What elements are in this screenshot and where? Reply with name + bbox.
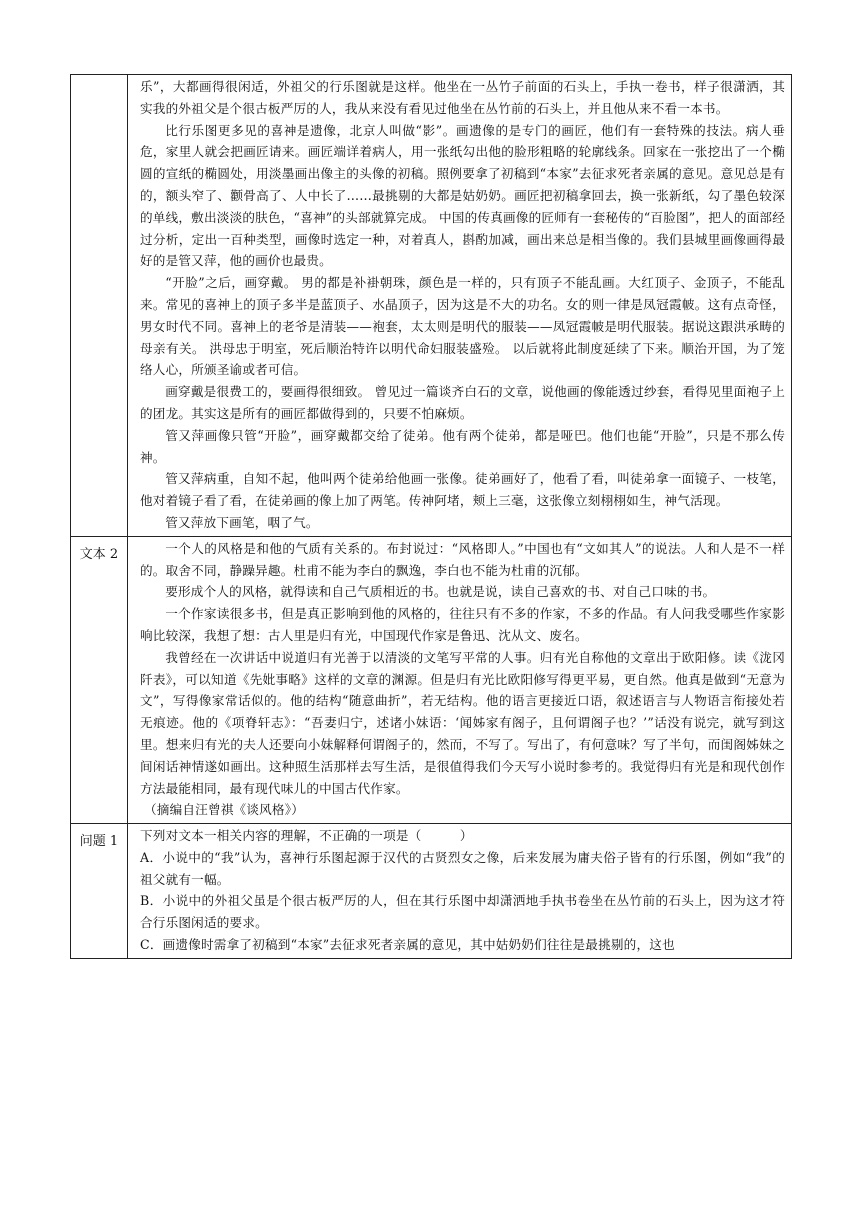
question1-cell [128, 824, 792, 959]
paragraph: 一个人的风格是和他的气质有关系的。布封说过：“风格即人。”中国也有“文如其人”的说法。人和人是不一样的。取舍不同，静躁异趣。杜甫不能为李白的飘逸，李白也不能为杜甫的沉郁。 [140, 540, 785, 578]
paragraph: 比行乐图更多见的喜神是遗像，北京人叫做“影”。画遗像的是专门的画匠，他们有一套特殊的技法。病人垂危，家里人就会把画匠请来。画匠端详着病人，用一张纸勾出他的脸形粗略的轮廓线条。回家在一张挖出了一个椭圆的宣纸的椭圆处，用淡墨画出像主的头像的初稿。照例要拿了初稿到“本家”去征求死者亲属的意见。意见总是有的，额头窄了、颧骨高了、人中长了……最挑剔的大都是姑奶奶。画匠把初稿拿回去，换一张新纸，勾了墨色较深的单线，敷出淡淡的肤色，“喜神”的头部就算完成。 中国的传真画像的匠师有一套秘传的“百脸图”，把人的面部经过分析，定出一百种类型，画像时选定一种，对着真人，斟酌加减，画出来总是相当像的。我们县城里画像画得最好的是管又萍，他的画价也最贵。 [140, 122, 785, 269]
paragraph: 管又萍画像只管“开脸”，画穿戴都交给了徒弟。他有两个徒弟，都是哑巴。他们也能“开脸”，只是不那么传神。 [140, 427, 785, 465]
paragraph: 我曾经在一次讲话中说道归有光善于以清淡的文笔写平常的人事。归有光自称他的文章出于欧阳修。读《泷冈阡表》，可以知道《先妣事略》这样的文章的渊源。但是归有光比欧阳修写得更平易，更自然。他真是做到“无意为文”，写得像家常话似的。他的结构“随意曲折”，若无结构。他的语言更接近口语，叙述语言与人物语言衔接处若无痕迹。他的《项脊轩志》：“吾妻归宁，述诸小妹语：‘闻姊家有阁子，且何谓阁子也？’”话没有说完，就写到这里。想来归有光的夫人还要向小妹解释何谓阁子的，然而，不写了。写出了，有何意味？写了半句，而闺阁姊妹之间闲话神情遂如画出。这种照生活那样去写生活，是很值得我们今天写小说时参考的。我觉得归有光是和现代创作方法最能相同，最有现代味儿的中国古代作家。 [140, 649, 785, 796]
text2-cell [128, 536, 792, 823]
row-label-text2: 文本 2 [71, 536, 128, 823]
option-b: B．小说中的外祖父虽是个很古板严厉的人，但在其行乐图中却潇洒地手执书卷坐在丛竹前的石头上，因为这才符合行乐图闲适的要求。 [140, 893, 785, 931]
option-a: A．小说中的“我”认为，喜神行乐图起源于汉代的古贤烈女之像，后来发展为庸夫俗子皆有的行乐图，例如“我”的祖父就有一幅。 [140, 849, 785, 887]
table-row [71, 536, 792, 823]
document-table [70, 74, 792, 959]
paragraph: 要形成个人的风格，就得读和自己气质相近的书。也就是说，读自己喜欢的书、对自己口味的书。 [165, 584, 716, 600]
paragraph: 一个作家读很多书，但是真正影响到他的风格的，往往只有不多的作家，不多的作品。有人问我受哪些作家影响比较深，我想了想：古人里是归有光，中国现代作家是鲁迅、沈从文、废名。 [140, 606, 785, 643]
paragraph: 画穿戴是很费工的，要画得很细致。 曾见过一篇谈齐白石的文章，说他画的像能透过纱套，看得见里面袍子上的团龙。其实这是所有的画匠都做得到的，只要不怕麻烦。 [140, 384, 785, 421]
row-label-question1: 问题 1 [71, 824, 128, 959]
table-row [71, 824, 792, 959]
source-citation: （摘编自汪曾祺《谈风格》） [144, 802, 305, 818]
paragraph: 管又萍病重，自知不起，他叫两个徒弟给他画一张像。徒弟画好了，他看了看，叫徒弟拿一面镜子、一枝笔，他对着镜子看了看，在徒弟画的像上加了两笔。传神阿堵，颊上三毫，这张像立刻栩栩如生，神气活现。 [140, 471, 785, 509]
paragraph: “开脸”之后，画穿戴。 男的都是补褂朝珠，颜色是一样的，只有顶子不能乱画。大红顶子、金顶子，不能乱来。常见的喜神上的顶子多半是蓝顶子、水晶顶子，因为这是不大的功名。女的则一律是凤冠霞帔。这有点奇怪，男女时代不同。喜神上的老爷是清装——袍套，太太则是明代的服装——凤冠霞帔是明代服装。据说这跟洪承畴的母亲有关。 洪母忠于明室，死后顺治特许以明代命妇服装盛殓。 以后就将此制度延续了下来。顺治开国，为了笼络人心，所颁圣谕或者可信。 [140, 275, 785, 378]
text1-continued-cell [128, 75, 792, 537]
row-label-empty [71, 75, 128, 537]
question-stem: 下列对文本一相关内容的理解，不正确的一项是（ ） [140, 828, 473, 844]
paragraph: 管又萍放下画笔，咽了气。 [165, 514, 319, 530]
table-row [71, 75, 792, 537]
paragraph: 乐”，大都画得很闲适，外祖父的行乐图就是这样。他坐在一丛竹子前面的石头上，手执一卷书，样子很潇洒，其实我的外祖父是个很古板严厉的人，我从来没有看见过他坐在丛竹前的石头上，并且他从来不看一本书。 [140, 79, 785, 116]
option-c: C．画遗像时需拿了初稿到“本家”去征求死者亲属的意见，其中姑奶奶们往往是最挑剔的，这也 [140, 937, 675, 953]
